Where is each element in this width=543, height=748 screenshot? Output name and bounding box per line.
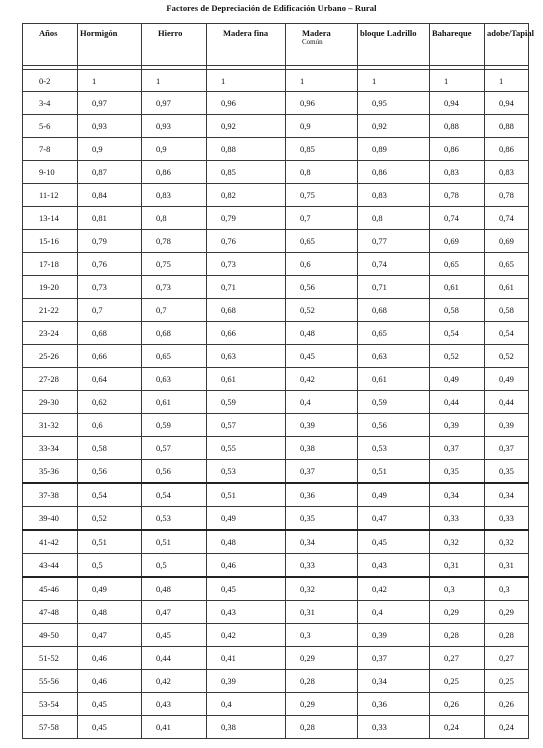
factor-cell: 0,49 [207, 507, 286, 531]
factor-cell: 0,57 [142, 437, 207, 460]
factor-cell: 0,43 [142, 693, 207, 716]
factor-cell: 0,76 [207, 230, 286, 253]
factor-cell: 0,88 [207, 138, 286, 161]
factor-cell: 0,45 [358, 530, 430, 554]
factor-cell: 0,38 [286, 437, 358, 460]
factor-cell: 0,3 [485, 577, 529, 601]
years-cell: 0-2 [23, 70, 78, 92]
factor-cell: 0,92 [207, 115, 286, 138]
factor-cell: 0,63 [207, 345, 286, 368]
factor-cell: 0,33 [286, 554, 358, 578]
factor-cell: 0,3 [430, 577, 485, 601]
depreciation-table [22, 23, 534, 739]
factor-cell: 0,65 [358, 322, 430, 345]
factor-cell: 0,78 [485, 184, 529, 207]
factor-cell: 0,86 [358, 161, 430, 184]
column-header-hormigon: Hormigón [78, 24, 142, 66]
factor-cell: 0,46 [207, 554, 286, 578]
factor-cell: 0,61 [207, 368, 286, 391]
factor-cell: 1 [286, 70, 358, 92]
factor-cell: 0,51 [207, 483, 286, 507]
factor-cell: 0,34 [358, 670, 430, 693]
factor-cell: 0,47 [358, 507, 430, 531]
years-cell: 29-30 [23, 391, 78, 414]
factor-cell: 0,4 [286, 391, 358, 414]
factor-cell: 0,73 [142, 276, 207, 299]
factor-cell: 0,48 [207, 530, 286, 554]
factor-cell: 0,65 [430, 253, 485, 276]
factor-cell: 0,46 [78, 647, 142, 670]
factor-cell: 0,82 [207, 184, 286, 207]
table-row [23, 693, 529, 716]
factor-cell: 0,31 [430, 554, 485, 578]
years-cell: 17-18 [23, 253, 78, 276]
years-cell: 47-48 [23, 601, 78, 624]
factor-cell: 1 [207, 70, 286, 92]
factor-cell: 0,41 [142, 716, 207, 739]
table-row [23, 460, 529, 484]
factor-cell: 0,52 [78, 507, 142, 531]
factor-cell: 0,61 [485, 276, 529, 299]
factor-cell: 0,42 [207, 624, 286, 647]
factor-cell: 0,29 [485, 601, 529, 624]
column-header-madera-comun: Madera Común [286, 24, 358, 66]
factor-cell: 0,51 [142, 530, 207, 554]
factor-cell: 0,32 [485, 530, 529, 554]
factor-cell: 0,63 [142, 368, 207, 391]
factor-cell: 0,8 [358, 207, 430, 230]
factor-cell: 0,52 [286, 299, 358, 322]
factor-cell: 0,37 [485, 437, 529, 460]
factor-cell: 0,9 [286, 115, 358, 138]
factor-cell: 0,74 [358, 253, 430, 276]
factor-cell: 0,49 [358, 483, 430, 507]
table-row [23, 322, 529, 345]
column-header-bahareque: Bahareque [430, 24, 485, 66]
factor-cell: 0,83 [142, 184, 207, 207]
factor-cell: 0,58 [430, 299, 485, 322]
factor-cell: 0,68 [358, 299, 430, 322]
factor-cell: 0,79 [78, 230, 142, 253]
header-row [23, 24, 529, 66]
years-cell: 49-50 [23, 624, 78, 647]
factor-cell: 0,52 [485, 345, 529, 368]
factor-cell: 0,43 [207, 601, 286, 624]
factor-cell: 0,97 [142, 92, 207, 115]
factor-cell: 0,76 [78, 253, 142, 276]
factor-cell: 0,53 [358, 437, 430, 460]
table-row [23, 115, 529, 138]
factor-cell: 0,37 [430, 437, 485, 460]
factor-cell: 0,86 [430, 138, 485, 161]
factor-cell: 0,58 [485, 299, 529, 322]
years-cell: 31-32 [23, 414, 78, 437]
factor-cell: 0,83 [358, 184, 430, 207]
factor-cell: 0,88 [485, 115, 529, 138]
factor-cell: 0,49 [78, 577, 142, 601]
factor-cell: 0,66 [78, 345, 142, 368]
factor-cell: 0,65 [485, 253, 529, 276]
years-cell: 11-12 [23, 184, 78, 207]
table-row [23, 161, 529, 184]
factor-cell: 0,61 [142, 391, 207, 414]
factor-cell: 0,28 [286, 716, 358, 739]
factor-cell: 0,49 [485, 368, 529, 391]
factor-cell: 0,8 [286, 161, 358, 184]
table-row [23, 530, 529, 554]
factor-cell: 0,85 [286, 138, 358, 161]
factor-cell: 1 [142, 70, 207, 92]
years-cell: 41-42 [23, 530, 78, 554]
factor-cell: 0,34 [286, 530, 358, 554]
factor-cell: 0,52 [430, 345, 485, 368]
factor-cell: 0,32 [430, 530, 485, 554]
factor-cell: 0,83 [430, 161, 485, 184]
table-row [23, 276, 529, 299]
years-cell: 55-56 [23, 670, 78, 693]
table-row [23, 345, 529, 368]
table-row [23, 716, 529, 739]
factor-cell: 0,96 [286, 92, 358, 115]
table-row [23, 92, 529, 115]
factor-cell: 0,74 [485, 207, 529, 230]
years-cell: 9-10 [23, 161, 78, 184]
table-row [23, 624, 529, 647]
factor-cell: 0,6 [286, 253, 358, 276]
factor-cell: 0,35 [430, 460, 485, 484]
factor-cell: 0,34 [485, 483, 529, 507]
years-cell: 25-26 [23, 345, 78, 368]
factor-cell: 0,69 [485, 230, 529, 253]
column-header-madera-comun-sub: Común [302, 38, 323, 46]
factor-cell: 0,25 [430, 670, 485, 693]
factor-cell: 0,29 [286, 647, 358, 670]
factor-cell: 0,36 [286, 483, 358, 507]
factor-cell: 0,4 [358, 601, 430, 624]
factor-cell: 0,49 [430, 368, 485, 391]
factor-cell: 0,94 [485, 92, 529, 115]
factor-cell: 0,39 [286, 414, 358, 437]
factor-cell: 0,93 [78, 115, 142, 138]
factor-cell: 0,29 [286, 693, 358, 716]
factor-cell: 0,33 [358, 716, 430, 739]
years-cell: 51-52 [23, 647, 78, 670]
factor-cell: 0,84 [78, 184, 142, 207]
table-row [23, 577, 529, 601]
factor-cell: 0,45 [286, 345, 358, 368]
factor-cell: 0,36 [358, 693, 430, 716]
factor-cell: 0,87 [78, 161, 142, 184]
factor-cell: 0,51 [358, 460, 430, 484]
table-row [23, 368, 529, 391]
factor-cell: 0,24 [430, 716, 485, 739]
factor-cell: 0,28 [485, 624, 529, 647]
factor-cell: 0,66 [207, 322, 286, 345]
factor-cell: 0,24 [485, 716, 529, 739]
column-header-hierro: Hierro [142, 24, 207, 66]
factor-cell: 0,75 [286, 184, 358, 207]
factor-cell: 1 [78, 70, 142, 92]
factor-cell: 0,81 [78, 207, 142, 230]
factor-cell: 0,28 [430, 624, 485, 647]
years-cell: 45-46 [23, 577, 78, 601]
factor-cell: 1 [485, 70, 529, 92]
table-row [23, 554, 529, 578]
factor-cell: 0,26 [485, 693, 529, 716]
factor-cell: 0,35 [286, 507, 358, 531]
factor-cell: 0,43 [358, 554, 430, 578]
factor-cell: 0,75 [142, 253, 207, 276]
factor-cell: 0,83 [485, 161, 529, 184]
factor-cell: 0,5 [78, 554, 142, 578]
factor-cell: 0,61 [358, 368, 430, 391]
years-cell: 13-14 [23, 207, 78, 230]
years-cell: 3-4 [23, 92, 78, 115]
factor-cell: 0,47 [142, 601, 207, 624]
table-row [23, 414, 529, 437]
years-cell: 27-28 [23, 368, 78, 391]
factor-cell: 0,55 [207, 437, 286, 460]
factor-cell: 0,39 [485, 414, 529, 437]
factor-cell: 0,7 [286, 207, 358, 230]
years-cell: 15-16 [23, 230, 78, 253]
table-row [23, 391, 529, 414]
factor-cell: 0,26 [430, 693, 485, 716]
factor-cell: 0,45 [78, 693, 142, 716]
factor-cell: 0,25 [485, 670, 529, 693]
factor-cell: 0,89 [358, 138, 430, 161]
factor-cell: 0,39 [207, 670, 286, 693]
factor-cell: 0,3 [286, 624, 358, 647]
factor-cell: 0,35 [485, 460, 529, 484]
factor-cell: 0,62 [78, 391, 142, 414]
factor-cell: 0,92 [358, 115, 430, 138]
factor-cell: 0,9 [142, 138, 207, 161]
table-row [23, 184, 529, 207]
factor-cell: 0,65 [142, 345, 207, 368]
factor-cell: 0,33 [430, 507, 485, 531]
table-row [23, 647, 529, 670]
factor-cell: 0,77 [358, 230, 430, 253]
factor-cell: 0,39 [430, 414, 485, 437]
factor-cell: 0,32 [286, 577, 358, 601]
factor-cell: 0,39 [358, 624, 430, 647]
factor-cell: 0,95 [358, 92, 430, 115]
factor-cell: 0,34 [430, 483, 485, 507]
factor-cell: 0,68 [78, 322, 142, 345]
table-row [23, 437, 529, 460]
factor-cell: 0,57 [207, 414, 286, 437]
factor-cell: 0,96 [207, 92, 286, 115]
table-row [23, 230, 529, 253]
factor-cell: 0,94 [430, 92, 485, 115]
factor-cell: 0,56 [286, 276, 358, 299]
factor-cell: 0,42 [358, 577, 430, 601]
factor-cell: 0,27 [485, 647, 529, 670]
factor-cell: 0,7 [142, 299, 207, 322]
factor-cell: 0,64 [78, 368, 142, 391]
factor-cell: 0,45 [142, 624, 207, 647]
column-header-adobe-tapial: adobe/Tapial [485, 24, 529, 66]
years-cell: 53-54 [23, 693, 78, 716]
table-row [23, 507, 529, 531]
factor-cell: 0,54 [142, 483, 207, 507]
table-row [23, 70, 529, 92]
factor-cell: 0,56 [78, 460, 142, 484]
factor-cell: 0,65 [286, 230, 358, 253]
table-row [23, 253, 529, 276]
table-row [23, 207, 529, 230]
factor-cell: 0,37 [286, 460, 358, 484]
table-row [23, 670, 529, 693]
factor-cell: 0,71 [358, 276, 430, 299]
years-cell: 35-36 [23, 460, 78, 484]
factor-cell: 0,42 [286, 368, 358, 391]
factor-cell: 0,28 [286, 670, 358, 693]
factor-cell: 0,4 [207, 693, 286, 716]
column-header-years: Años [23, 24, 78, 66]
factor-cell: 0,9 [78, 138, 142, 161]
page-title: Factores de Depreciación de Edificación Urbano – Rural [166, 3, 377, 13]
factor-cell: 0,88 [430, 115, 485, 138]
factor-cell: 0,45 [78, 716, 142, 739]
factor-cell: 0,71 [207, 276, 286, 299]
factor-cell: 0,31 [485, 554, 529, 578]
factor-cell: 0,44 [430, 391, 485, 414]
column-header-madera-fina: Madera fina [207, 24, 286, 66]
factor-cell: 0,41 [207, 647, 286, 670]
factor-cell: 0,42 [142, 670, 207, 693]
factor-cell: 0,61 [430, 276, 485, 299]
factor-cell: 0,8 [142, 207, 207, 230]
factor-cell: 0,33 [485, 507, 529, 531]
factor-cell: 0,54 [485, 322, 529, 345]
factor-cell: 0,68 [142, 322, 207, 345]
years-cell: 5-6 [23, 115, 78, 138]
factor-cell: 0,86 [142, 161, 207, 184]
factor-cell: 0,48 [78, 601, 142, 624]
years-cell: 23-24 [23, 322, 78, 345]
factor-cell: 0,69 [430, 230, 485, 253]
factor-cell: 0,44 [142, 647, 207, 670]
factor-cell: 0,29 [430, 601, 485, 624]
factor-cell: 0,93 [142, 115, 207, 138]
table-row [23, 483, 529, 507]
years-cell: 19-20 [23, 276, 78, 299]
factor-cell: 0,44 [485, 391, 529, 414]
factor-cell: 0,63 [358, 345, 430, 368]
years-cell: 57-58 [23, 716, 78, 739]
factor-cell: 0,56 [358, 414, 430, 437]
years-cell: 37-38 [23, 483, 78, 507]
factor-cell: 0,73 [207, 253, 286, 276]
factor-cell: 0,46 [78, 670, 142, 693]
factor-cell: 0,53 [142, 507, 207, 531]
factor-cell: 0,5 [142, 554, 207, 578]
factor-cell: 1 [358, 70, 430, 92]
factor-cell: 0,53 [207, 460, 286, 484]
factor-cell: 1 [430, 70, 485, 92]
factor-cell: 0,56 [142, 460, 207, 484]
factor-cell: 0,37 [358, 647, 430, 670]
factor-cell: 0,97 [78, 92, 142, 115]
years-cell: 39-40 [23, 507, 78, 531]
factor-cell: 0,68 [207, 299, 286, 322]
factor-cell: 0,54 [430, 322, 485, 345]
factor-cell: 0,48 [142, 577, 207, 601]
factor-cell: 0,74 [430, 207, 485, 230]
factor-cell: 0,59 [142, 414, 207, 437]
factor-cell: 0,58 [78, 437, 142, 460]
years-cell: 33-34 [23, 437, 78, 460]
factor-cell: 0,45 [207, 577, 286, 601]
table-row [23, 138, 529, 161]
factor-cell: 0,59 [358, 391, 430, 414]
factor-cell: 0,78 [430, 184, 485, 207]
factor-cell: 0,7 [78, 299, 142, 322]
factor-cell: 0,54 [78, 483, 142, 507]
factor-cell: 0,85 [207, 161, 286, 184]
factor-cell: 0,27 [430, 647, 485, 670]
factor-cell: 0,73 [78, 276, 142, 299]
factor-cell: 0,59 [207, 391, 286, 414]
factor-cell: 0,51 [78, 530, 142, 554]
table-row [23, 601, 529, 624]
factor-cell: 0,6 [78, 414, 142, 437]
years-cell: 21-22 [23, 299, 78, 322]
factor-cell: 0,78 [142, 230, 207, 253]
table-row [23, 299, 529, 322]
factor-cell: 0,79 [207, 207, 286, 230]
factor-cell: 0,48 [286, 322, 358, 345]
factor-cell: 0,31 [286, 601, 358, 624]
factor-cell: 0,47 [78, 624, 142, 647]
column-header-bloque-ladrillo: bloque Ladrillo [358, 24, 430, 66]
factor-cell: 0,38 [207, 716, 286, 739]
years-cell: 7-8 [23, 138, 78, 161]
factor-cell: 0,86 [485, 138, 529, 161]
years-cell: 43-44 [23, 554, 78, 578]
